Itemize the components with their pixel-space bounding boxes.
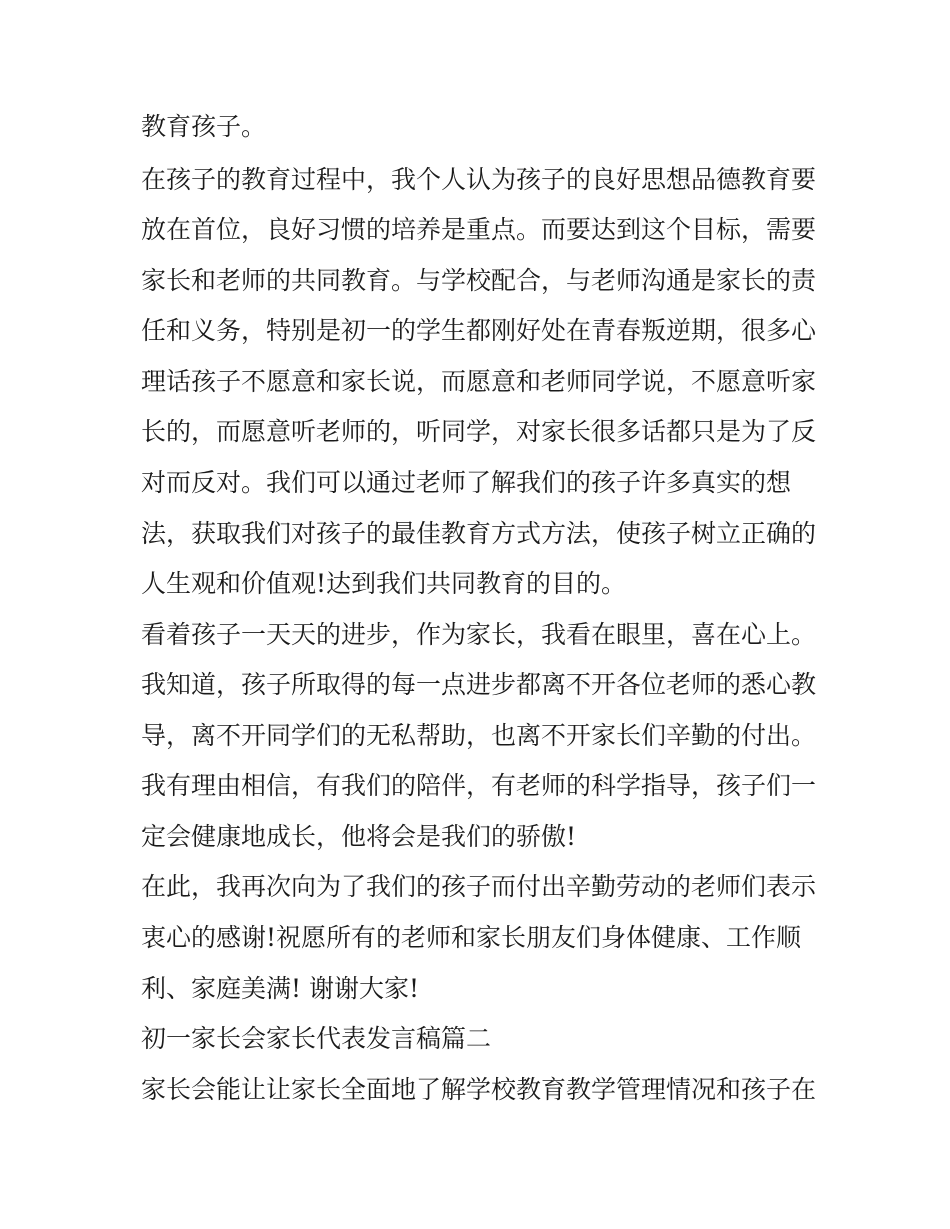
text-line: 家长会能让让家长全面地了解学校教育教学管理情况和孩子在	[141, 1075, 817, 1104]
text-line: 衷心的感谢!祝愿所有的老师和家长朋友们身体健康、工作顺	[141, 923, 802, 952]
text-line: 法，获取我们对孩子的最佳教育方式方法，使孩子树立正确的	[141, 519, 817, 548]
text-line: 我知道，孩子所取得的每一点进步都离不开各位老师的悉心教	[141, 670, 817, 699]
text-line: 在此，我再次向为了我们的孩子而付出辛勤劳动的老师们表示	[141, 872, 817, 901]
text-line: 导，离不开同学们的无私帮助，也离不开家长们辛勤的付出。	[141, 721, 817, 750]
text-line: 任和义务，特别是初一的学生都刚好处在青春叛逆期，很多心	[141, 316, 817, 345]
text-line: 长的，而愿意听老师的，听同学，对家长很多话都只是为了反	[141, 417, 817, 446]
section-heading: 初一家长会家长代表发言稿篇二	[141, 1024, 492, 1053]
text-line: 人生观和价值观!达到我们共同教育的目的。	[141, 569, 627, 598]
text-line: 放在首位，良好习惯的培养是重点。而要达到这个目标，需要	[141, 215, 817, 244]
text-line: 我有理由相信，有我们的陪伴，有老师的科学指导，孩子们一	[141, 771, 817, 800]
text-line: 在孩子的教育过程中，我个人认为孩子的良好思想品德教育要	[141, 165, 817, 194]
text-line: 家长和老师的共同教育。与学校配合，与老师沟通是家长的责	[141, 266, 817, 295]
text-line: 利、家庭美满! 谢谢大家!	[141, 974, 420, 1003]
text-line: 理话孩子不愿意和家长说，而愿意和老师同学说，不愿意听家	[141, 367, 817, 396]
text-line: 看着孩子一天天的进步，作为家长，我看在眼里，喜在心上。	[141, 620, 817, 649]
text-line: 定会健康地成长，他将会是我们的骄傲!	[141, 822, 577, 851]
text-line: 教育孩子。	[141, 112, 267, 141]
text-line: 对而反对。我们可以通过老师了解我们的孩子许多真实的想	[141, 468, 792, 497]
